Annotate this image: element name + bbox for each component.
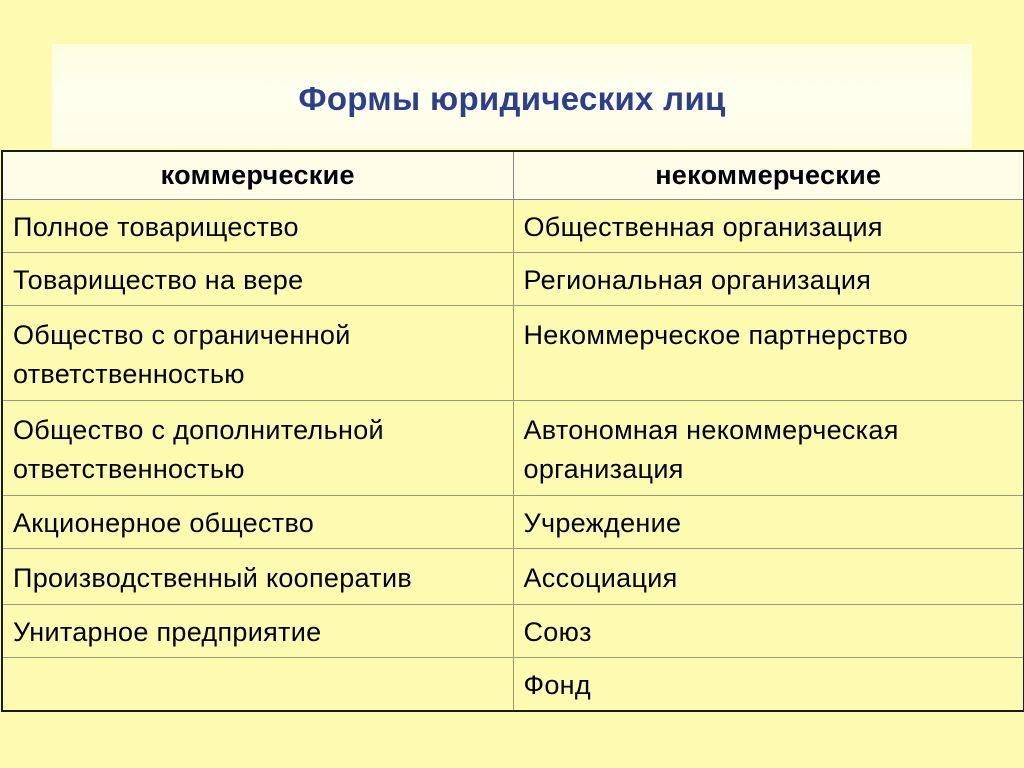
cell-text: Ассоциация	[523, 563, 678, 593]
cell-commercial	[2, 306, 513, 401]
cell-text: Общество с ограниченной ответственностью	[13, 320, 351, 389]
cell-noncommercial	[513, 549, 1024, 605]
cell-commercial	[2, 605, 513, 658]
table-row	[2, 605, 1024, 658]
cell-text: Автономная некоммерческая организация	[523, 415, 899, 484]
cell-commercial	[2, 658, 513, 712]
cell-commercial	[2, 401, 513, 496]
legal-forms-table	[1, 150, 1024, 712]
cell-commercial	[2, 253, 513, 306]
table-row	[2, 200, 1024, 253]
table-row	[2, 306, 1024, 401]
cell-text: Акционерное общество	[13, 508, 315, 538]
cell-noncommercial	[513, 401, 1024, 496]
cell-text: Унитарное предприятие	[13, 617, 322, 647]
cell-text: Полное товарищество	[13, 212, 299, 242]
header-commercial: коммерческие	[2, 151, 513, 200]
cell-text: Производственный кооператив	[13, 563, 412, 593]
cell-commercial	[2, 549, 513, 605]
table-row	[2, 253, 1024, 306]
cell-commercial	[2, 200, 513, 253]
cell-text: Общественная организация	[523, 212, 883, 242]
cell-text: Некоммерческое партнерство	[523, 320, 909, 350]
cell-text: Учреждение	[523, 508, 682, 538]
cell-noncommercial	[513, 200, 1024, 253]
table-row	[2, 496, 1024, 549]
cell-text: Региональная организация	[523, 265, 872, 295]
cell-text: Союз	[523, 617, 592, 647]
cell-noncommercial	[513, 253, 1024, 306]
header-noncommercial: некоммерческие	[513, 151, 1024, 200]
cell-text: Товарищество на вере	[13, 265, 304, 295]
cell-text: Общество с дополнительной ответственностью	[13, 415, 384, 484]
cell-noncommercial	[513, 605, 1024, 658]
cell-noncommercial	[513, 306, 1024, 401]
table-row	[2, 401, 1024, 496]
table-row	[2, 658, 1024, 712]
cell-text: Фонд	[523, 670, 591, 700]
cell-noncommercial	[513, 658, 1024, 712]
slide-title: Формы юридических лиц	[298, 80, 726, 117]
cell-commercial	[2, 496, 513, 549]
table-header-row	[2, 151, 1024, 200]
table-row	[2, 549, 1024, 605]
cell-noncommercial	[513, 496, 1024, 549]
